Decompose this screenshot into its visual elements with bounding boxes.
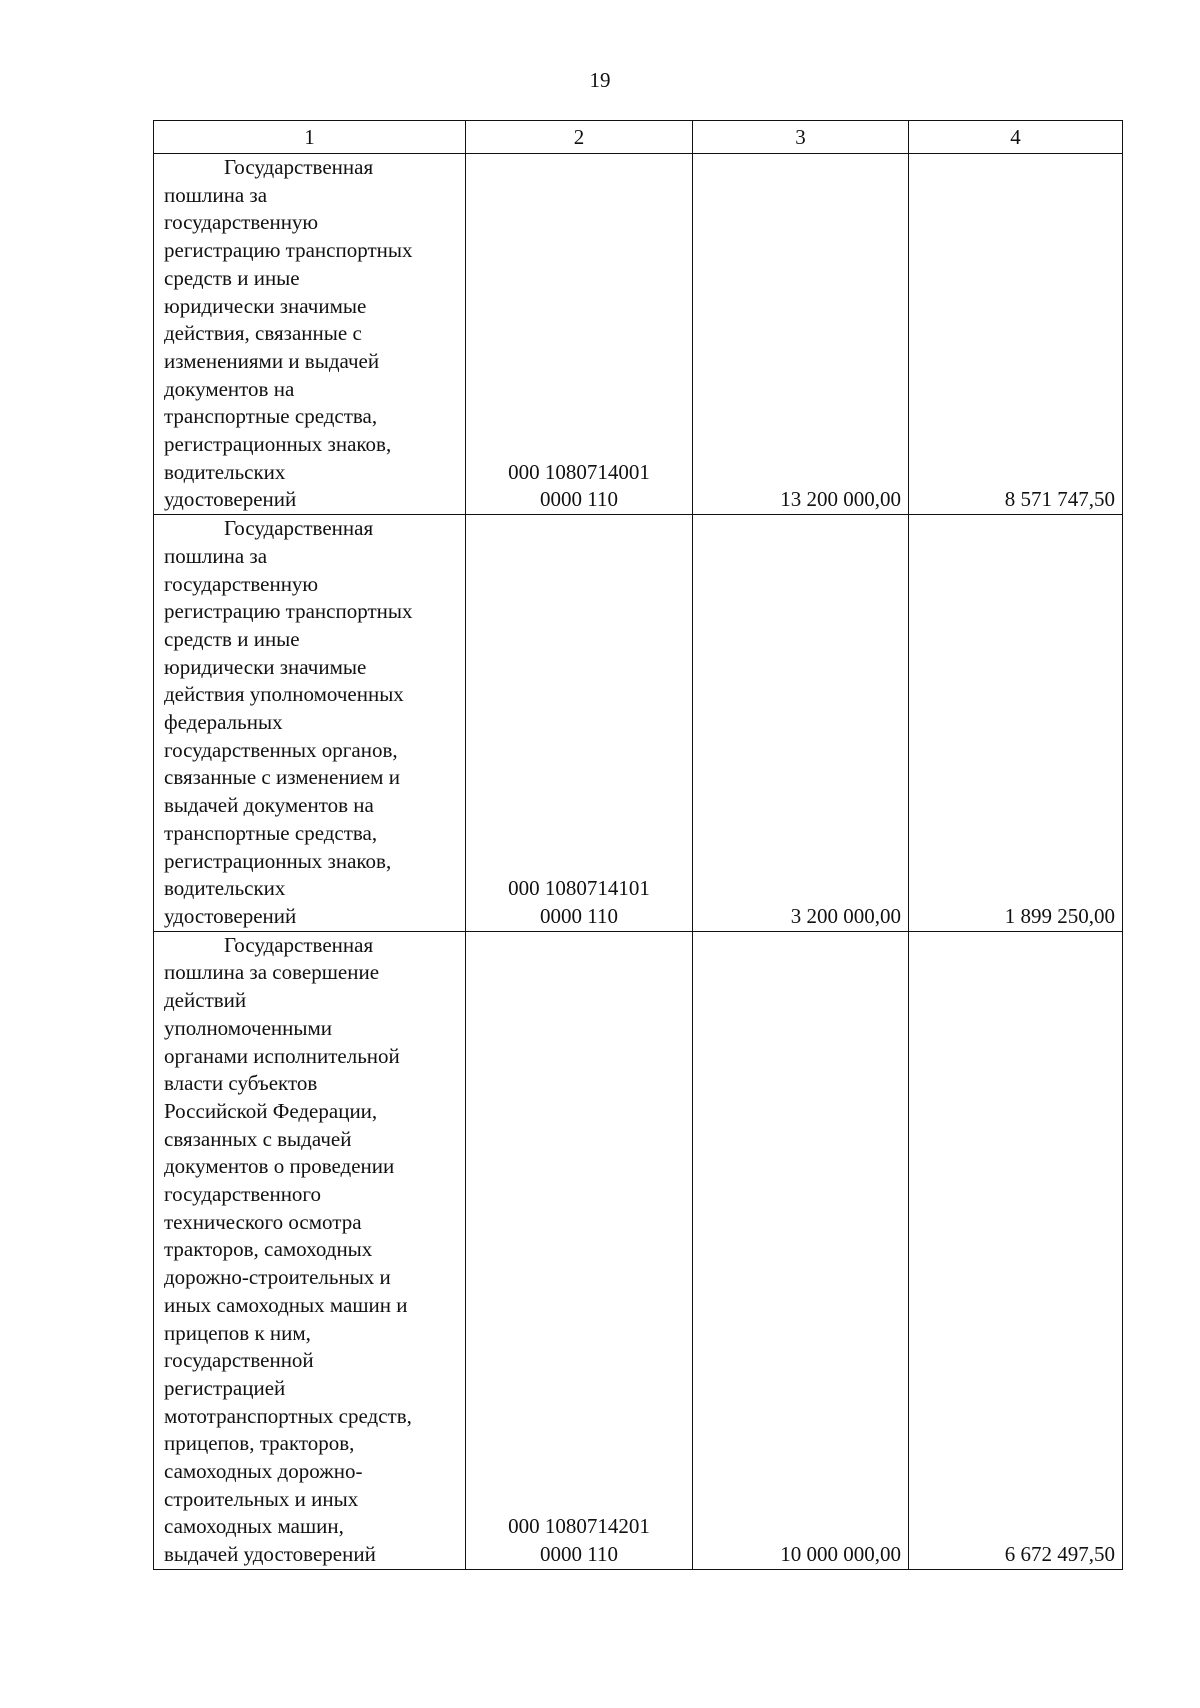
column-header-1: 1 xyxy=(154,121,466,154)
row-description: Государственная пошлина за государственную регистрацию транспортных средств и иные юридически значимые действия уполномоченных федеральных государственных органов, связанные с изменением и выдачей документов на транспортные средства, регистрационных знаков, водительских удостоверений xyxy=(154,515,466,932)
row-actual-amount: 8 571 747,50 xyxy=(909,154,1123,515)
table-row xyxy=(154,931,1123,1569)
page-number: 19 xyxy=(589,68,611,92)
column-header-4: 4 xyxy=(909,121,1123,154)
table-row xyxy=(154,154,1123,515)
revenue-table xyxy=(153,120,1123,1570)
row-planned-amount: 10 000 000,00 xyxy=(693,931,909,1569)
table-header-row xyxy=(154,121,1123,154)
table-row xyxy=(154,515,1123,932)
row-actual-amount: 1 899 250,00 xyxy=(909,515,1123,932)
row-actual-amount: 6 672 497,50 xyxy=(909,931,1123,1569)
row-code: 000 1080714001 0000 110 xyxy=(466,154,693,515)
column-header-3: 3 xyxy=(693,121,909,154)
row-planned-amount: 3 200 000,00 xyxy=(693,515,909,932)
row-code: 000 1080714201 0000 110 xyxy=(466,931,693,1569)
row-description: Государственная пошлина за государственную регистрацию транспортных средств и иные юридически значимые действия, связанные с изменениями и выдачей документов на транспортные средства, регистрационных знаков, водительских удостоверений xyxy=(154,154,466,515)
row-description: Государственная пошлина за совершение действий уполномоченными органами исполнительной власти субъектов Российской Федерации, связанных с выдачей документов о проведении государственного технического осмотра тракторов, самоходных дорожно-строительных и иных самоходных машин и прицепов к ним, государственной регистрацией мототранспортных средств, прицепов, тракторов, самоходных дорожно- строительных и иных самоходных машин, выдачей удостоверений xyxy=(154,931,466,1569)
row-code: 000 1080714101 0000 110 xyxy=(466,515,693,932)
column-header-2: 2 xyxy=(466,121,693,154)
row-planned-amount: 13 200 000,00 xyxy=(693,154,909,515)
